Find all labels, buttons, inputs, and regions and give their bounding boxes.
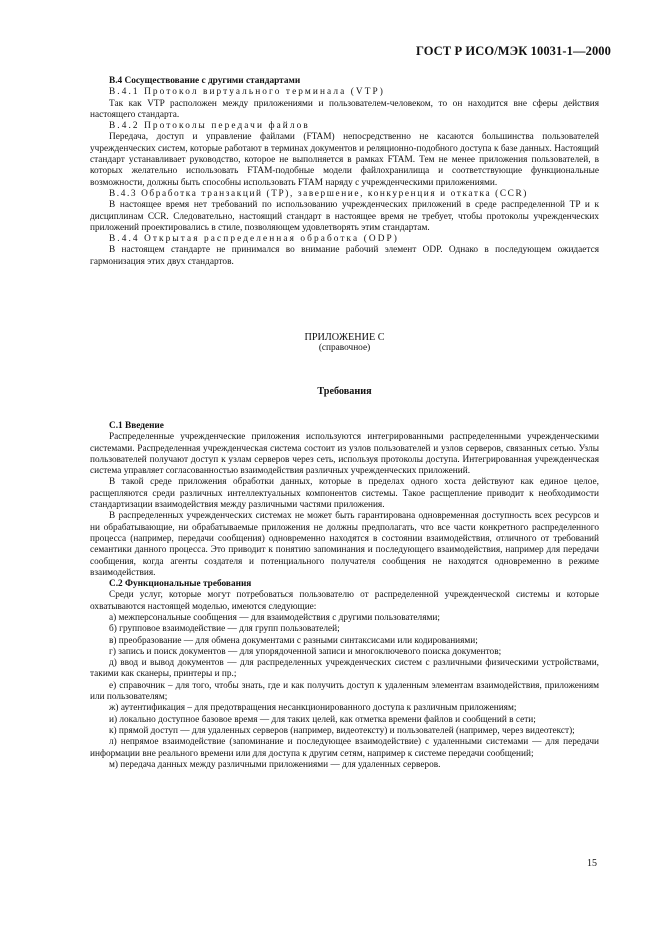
page-content xyxy=(90,76,599,771)
appendix-title: ПРИЛОЖЕНИЕ C xyxy=(304,332,385,344)
section-c2-title: C.2 Функциональные требования xyxy=(109,579,252,590)
requirements-list xyxy=(90,613,599,771)
section-c1-para-1: Распределенные учрежденческие приложения используются интегрированными распределенными учрежденческими системами. Распределенная учрежденческая система состоит из узлов пользователей и узлов серверов, связанных сетью. Узлы пользователей получают доступ к узлам серверов через сеть, используя протоколы доступа. Интегрированная учрежденческая система управляет согласованностью взаимодействия различных учрежденческих приложений. xyxy=(90,432,599,477)
appendix-heading: Требования xyxy=(317,385,372,397)
section-b44-title: B.4.4 Открытая распределенная обработка (ODP) xyxy=(109,234,399,245)
section-b42-title: B.4.2 Протоколы передачи файлов xyxy=(109,121,310,132)
section-c1-title: C.1 Введение xyxy=(109,420,164,431)
list-item: е) справочник – для того, чтобы знать, где и как получить доступ к удаленным элементам взаимодействия, приложениям или пользователям; xyxy=(90,680,599,703)
appendix-subtitle: (справочное) xyxy=(318,343,371,354)
document-header: ГОСТ Р ИСО/МЭК 10031-1—2000 xyxy=(415,44,611,58)
list-item: в) преобразование — для обмена документами с разными синтаксисами или кодированиями; xyxy=(109,635,478,646)
section-b44-text: В настоящем стандарте не принимался во внимание рабочий элемент ODP. Однако в последующем ожидается гармонизация этих двух стандартов. xyxy=(90,245,599,267)
list-item: м) передача данных между различными приложениями — для удаленных серверов. xyxy=(109,759,441,770)
section-b4-title: B.4 Сосуществование с другими стандартами xyxy=(109,76,301,86)
list-item: б) групповое взаимодействие — для групп пользователей; xyxy=(109,624,340,635)
section-c1-para-2: В такой среде приложения обработки данных, которые в пределах одного хоста действуют как единое целое, расщепляются среди различных интеллектуальных компонентов системы. Такое расщепление приводит к необходимости стандартизации взаимодействия между различными частями приложения. xyxy=(90,477,599,511)
section-b43-title: B.4.3 Обработка транзакций (TP), завершение, конкуренция и откатка (CCR) xyxy=(109,188,528,199)
section-c2-intro: Среди услуг, которые могут потребоваться пользователю от распределенной учрежденческой системы и которые охватываются настоящей моделью, имеются следующие: xyxy=(90,590,599,612)
list-item: а) межперсональные сообщения — для взаимодействия с другими пользователями; xyxy=(109,612,440,623)
section-b41-title: B.4.1 Протокол виртуального терминала (VTP) xyxy=(109,87,385,98)
section-c1-para-3: В распределенных учрежденческих системах не может быть гарантирована одновременная доступность всех ресурсов и ни обрабатывающие, ни обрабатываемые приложения не должны предполагать, что все части конкретного распределенного процесса (например, передачи сообщения) одновременно находятся в состоянии взаимодействия, отличного от требований семантики данного процесса. Это приводит к понятию запоминания и последующего взаимодействия, например для передачи сообщения, когда агенты создателя и потенциального получателя сообщения не находятся одновременно в режиме взаимодействия. xyxy=(90,511,599,578)
list-item: к) прямой доступ — для удаленных серверов (например, видеотексту) и пользователей (например, через видеотекст); xyxy=(109,725,575,736)
section-b41-text: Так как VTP расположен между приложениями и пользователем-человеком, то он находится вне сферы действия настоящего стандарта. xyxy=(90,98,599,120)
list-item: и) локально доступное базовое время — для таких целей, как отметка времени файлов и сообщений в сети; xyxy=(109,714,536,725)
list-item: г) запись и поиск документов — для упорядоченной записи и многоключевого поиска документов; xyxy=(109,646,502,657)
page-number: 15 xyxy=(587,858,597,869)
list-item: л) непрямое взаимодействие (запоминание и последующее взаимодействие) с удаленными системами — для передачи информации вне реального времени или для доступа к другим сетям, например к системе передачи сообщений; xyxy=(90,737,599,759)
list-item: д) ввод и вывод документов — для распределенных учрежденческих систем с различными физическими устройствами, такими как сканеры, принтеры и пр.; xyxy=(90,658,599,680)
section-b42-text: Передача, доступ и управление файлами (FTAM) непосредственно не касаются большинства пользователей учрежденческих систем, которые работают в терминах документов и реляционно-подобного доступа к базе данных. Настоящий стандарт устанавливает руководство, которое не выполняется в рамках FTAM. Тем не менее приложения пользователей, в которых желательно использовать FTAM-подобные модели файлохранилища и соответствующие функциональные возможности, должны быть способны использовать FTAM наряду с учрежденческими приложениями. xyxy=(90,132,599,188)
section-b43-text: В настоящее время нет требований по использованию учрежденческих приложений в среде распределенной TP и к дисциплинам CCR. Следовательно, настоящий стандарт в настоящее время не требует, чтобы протоколы учрежденческих приложений проектировались в стиле, позволяющем удовлетворять этим стандартам. xyxy=(90,200,599,233)
list-item: ж) аутентификация – для предотвращения несанкционированного доступа к различным приложениям; xyxy=(109,703,517,714)
